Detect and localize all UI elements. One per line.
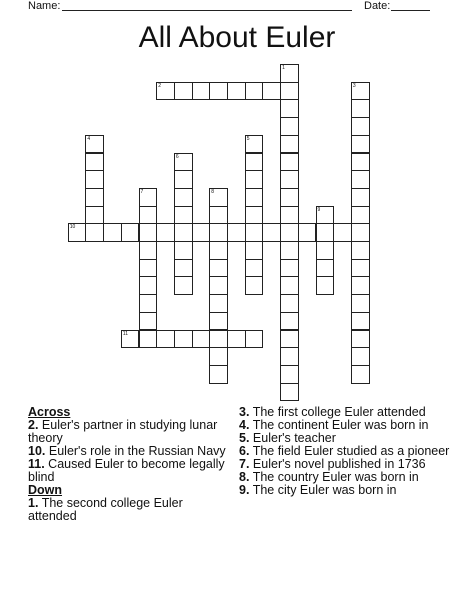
grid-cell[interactable] [280,365,299,384]
down-heading: Down [28,483,63,497]
grid-cell[interactable] [280,153,299,172]
grid-cell[interactable] [139,188,158,207]
cell-number: 6 [175,153,179,160]
grid-cell[interactable] [209,188,228,207]
grid-cell[interactable] [174,259,193,278]
grid-cell[interactable] [280,347,299,366]
cell-number: 2 [158,82,161,89]
cell-number: 1 [282,65,285,71]
grid-cell[interactable] [139,206,158,225]
grid-cell[interactable] [351,259,370,278]
grid-cell[interactable] [174,241,193,260]
clue-down-6: 6. The field Euler studied as a pioneer [239,444,450,458]
grid-cell[interactable] [85,223,104,242]
grid-cell[interactable] [298,223,317,242]
grid-cell[interactable] [209,82,228,101]
grid-cell[interactable] [280,82,299,101]
page-title: All About Euler [138,21,336,54]
grid-cell[interactable] [245,223,264,242]
grid-cell[interactable] [227,82,246,101]
grid-cell[interactable] [245,82,264,101]
cell-number: 9 [317,206,321,213]
grid-cell[interactable] [245,330,264,349]
grid-cell[interactable] [209,223,228,242]
grid-cell[interactable] [280,206,299,225]
grid-cell[interactable] [209,241,228,260]
grid-cell[interactable] [316,223,335,242]
grid-cell[interactable] [121,223,140,242]
grid-cell[interactable] [280,383,299,402]
clue-down-3: 3. The first college Euler attended [239,405,426,419]
grid-cell[interactable] [351,153,370,172]
clue-across-11: 11. Caused Euler to become legally blind [28,457,225,484]
grid-cell[interactable] [316,259,335,278]
grid-cell[interactable] [351,117,370,136]
date-label: Date: [364,0,391,12]
grid-cell[interactable] [227,223,246,242]
grid-cell[interactable] [209,276,228,295]
grid-cell[interactable] [351,99,370,118]
cell-number: 4 [87,135,91,142]
grid-cell[interactable] [351,223,370,242]
grid-cell[interactable] [174,188,193,207]
grid-cell[interactable] [245,259,264,278]
grid-cell[interactable] [245,153,264,172]
clue-across-2: 2. Euler's partner in studying lunar theory [28,418,218,445]
grid-cell[interactable] [139,259,158,278]
grid-cell[interactable] [262,82,281,101]
clue-down-9: 9. The city Euler was born in [239,483,397,497]
clue-down-8: 8. The country Euler was born in [239,470,419,484]
grid-cell[interactable] [280,188,299,207]
grid-cell[interactable] [209,259,228,278]
grid-cell[interactable] [351,135,370,154]
cell-number: 10 [69,224,76,231]
grid-cell[interactable] [245,170,264,189]
grid-cell[interactable] [280,241,299,260]
grid-cell[interactable] [121,330,140,349]
grid-cell[interactable] [351,170,370,189]
clues-left-column [28,406,233,523]
grid-cell[interactable] [351,188,370,207]
grid-cell[interactable] [156,223,175,242]
grid-cell[interactable] [316,206,335,225]
grid-cell[interactable] [280,170,299,189]
grid-cell[interactable] [174,153,193,172]
clue-down-4: 4. The continent Euler was born in [239,418,429,432]
grid-cell[interactable] [192,82,211,101]
grid-cell[interactable] [245,276,264,295]
grid-cell[interactable] [209,206,228,225]
grid-cell[interactable] [280,276,299,295]
grid-cell[interactable] [280,330,299,349]
grid-cell[interactable] [139,223,158,242]
grid-cell[interactable] [316,241,335,260]
grid-cell[interactable] [85,153,104,172]
grid-cell[interactable] [85,170,104,189]
grid-cell[interactable] [139,330,158,349]
clue-down-7: 7. Euler's novel published in 1736 [239,457,426,471]
cell-number: 8 [211,188,215,195]
grid-cell[interactable] [174,276,193,295]
grid-cell[interactable] [351,312,370,331]
name-label: Name: [28,0,61,12]
grid-cell[interactable] [174,330,193,349]
grid-cell[interactable] [245,188,264,207]
grid-cell[interactable] [280,99,299,118]
clue-down-5: 5. Euler's teacher [239,431,336,445]
grid-cell[interactable] [351,241,370,260]
across-heading: Across [28,405,71,419]
grid-cell[interactable] [280,223,299,242]
clues-right-column [239,406,464,497]
grid-cell[interactable] [351,206,370,225]
grid-cell[interactable] [351,347,370,366]
grid-cell[interactable] [139,276,158,295]
grid-cell[interactable] [280,117,299,136]
grid-cell[interactable] [68,223,87,242]
grid-cell[interactable] [209,330,228,349]
cell-number: 5 [246,135,250,142]
grid-cell[interactable] [139,312,158,331]
clue-across-10: 10. Euler's role in the Russian Navy [28,444,226,458]
grid-cell[interactable] [192,330,211,349]
grid-cell[interactable] [209,312,228,331]
grid-cell[interactable] [280,312,299,331]
grid-cell[interactable] [174,223,193,242]
grid-cell[interactable] [333,223,352,242]
grid-cell[interactable] [139,294,158,313]
grid-cell[interactable] [280,64,299,83]
grid-cell[interactable] [351,365,370,384]
grid-cell[interactable] [139,241,158,260]
clue-down-1: 1. The second college Euler attended [28,496,183,523]
grid-cell[interactable] [174,82,193,101]
grid-cell[interactable] [351,82,370,101]
grid-cell[interactable] [209,365,228,384]
grid-cell[interactable] [174,206,193,225]
grid-cell[interactable] [156,330,175,349]
grid-cell[interactable] [280,294,299,313]
cell-number: 11 [122,330,128,337]
grid-cell[interactable] [245,135,264,154]
grid-cell[interactable] [245,206,264,225]
grid-cell[interactable] [192,223,211,242]
grid-cell[interactable] [351,330,370,349]
grid-cell[interactable] [103,223,122,242]
grid-cell[interactable] [351,294,370,313]
grid-cell[interactable] [85,188,104,207]
grid-cell[interactable] [209,294,228,313]
grid-cell[interactable] [174,170,193,189]
cell-number: 3 [352,82,356,89]
grid-cell[interactable] [245,241,264,260]
grid-cell[interactable] [85,135,104,154]
grid-cell[interactable] [280,259,299,278]
grid-cell[interactable] [316,276,335,295]
cell-number: 7 [140,188,144,195]
grid-cell[interactable] [85,206,104,225]
grid-cell[interactable] [227,330,246,349]
grid-cell[interactable] [262,223,281,242]
grid-cell[interactable] [156,82,175,101]
grid-cell[interactable] [280,135,299,154]
grid-cell[interactable] [351,276,370,295]
grid-cell[interactable] [209,347,228,366]
